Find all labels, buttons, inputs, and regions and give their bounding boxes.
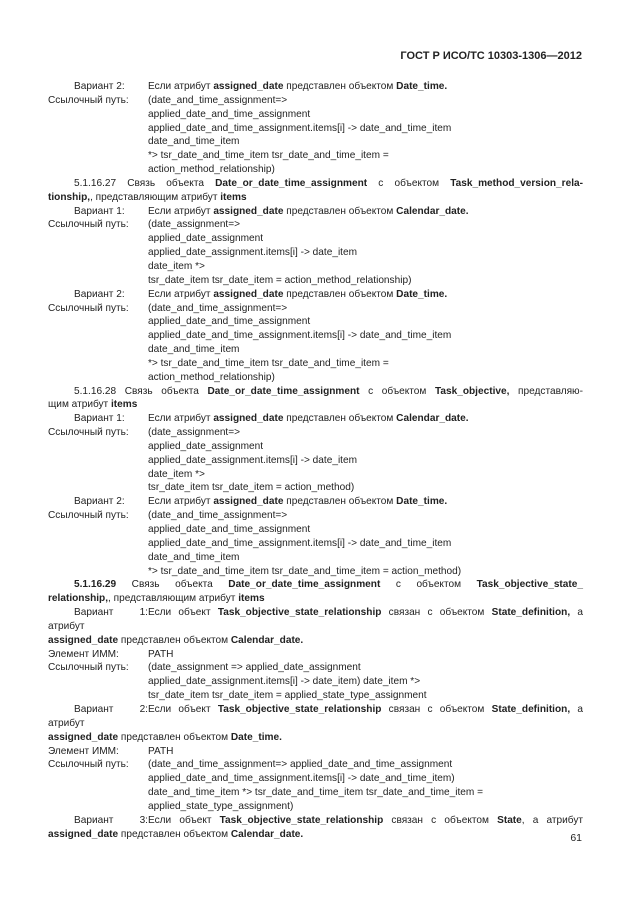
ref-path-label: Ссылочный путь: [48, 302, 129, 314]
variant-line: Вариант 2: Если атрибут assigned_date представлен объектом Date_time. [48, 495, 583, 509]
path-line: applied_date_assignment [148, 440, 264, 452]
variant-label: Вариант 1: [74, 205, 125, 217]
element-label: Элемент ИММ: [48, 745, 119, 757]
variant-label: Вариант 3: [74, 814, 148, 826]
ref-path-line: Ссылочный путь: (date_assignment=> [48, 219, 241, 231]
variant-label: Вариант 2: [74, 288, 125, 300]
path-line: applied_date_and_time_assignment.items[i] -> date_and_time_item) [148, 773, 455, 785]
section-heading: 5.1.16.28 Связь объекта Date_or_date_time_assignment с объектом Task_objective, представляю- [74, 385, 583, 397]
section-heading: 5.1.16.29 Связь объекта Date_or_date_time_assignment с объектом Task_objective_state_ [74, 579, 583, 591]
variant-line: Вариант 1: Если атрибут assigned_date представлен объектом Calendar_date. [48, 205, 583, 219]
variant-line: Вариант 2: Если атрибут assigned_date представлен объектом Date_time. [48, 288, 583, 302]
path-line: date_and_time_item [148, 551, 240, 563]
ref-path-label: Ссылочный путь: [48, 510, 129, 522]
path-line: applied_state_type_assignment) [148, 800, 294, 812]
path-line: applied_date_and_time_assignment.items[i] -> date_and_time_item [148, 330, 452, 342]
ref-path-line: Ссылочный путь: (date_assignment => applied_date_assignment [48, 662, 361, 674]
variant-line: Вариант 1: Если атрибут assigned_date представлен объектом Calendar_date. [48, 412, 583, 426]
variant-label: Вариант 1: [74, 413, 125, 425]
path-line: applied_date_and_time_assignment [148, 108, 311, 120]
path-line: date_and_time_item *> tsr_date_and_time_item tsr_date_and_time_item = [148, 787, 483, 799]
variant-label: Вариант 2: [74, 81, 125, 92]
element-line: Элемент ИММ: PATH [48, 648, 174, 660]
path-line: date_item *> [148, 468, 205, 480]
variant-label: Вариант 2: [74, 703, 148, 715]
document-body [48, 80, 583, 841]
path-line: applied_date_and_time_assignment.items[i] -> date_and_time_item [148, 122, 452, 134]
section-heading-cont: relationship,, представляющим атрибут items [48, 593, 265, 605]
element-label: Элемент ИММ: [48, 648, 119, 660]
variant-line: Вариант 1:Если объект Task_objective_state_relationship связан с объектом State_definition, а атрибут [48, 607, 583, 632]
page-header: ГОСТ Р ИСО/ТС 10303-1306—2012 [400, 50, 582, 62]
variant-label: Вариант 1: [74, 607, 148, 619]
path-line: applied_date_assignment.items[i] -> date_item [148, 247, 358, 259]
path-line: *> tsr_date_and_time_item tsr_date_and_time_item = [148, 150, 389, 162]
section-heading-cont: щим атрибут items [48, 399, 138, 411]
path-line: applied_date_assignment [148, 233, 264, 245]
ref-path-line: Ссылочный путь: (date_and_time_assignment=> [48, 510, 288, 522]
path-line: applied_date_assignment.items[i] -> date_item) date_item *> [148, 676, 421, 688]
path-line: date_and_time_item [148, 344, 240, 356]
variant-line: Вариант 2: Если атрибут assigned_date представлен объектом Date_time. [48, 80, 583, 94]
path-line: applied_date_assignment.items[i] -> date_item [148, 454, 358, 466]
path-line: action_method_relationship) [148, 371, 275, 383]
ref-path-label: Ссылочный путь: [48, 759, 129, 771]
variant-line-cont: assigned_date представлен объектом Date_time. [48, 731, 282, 743]
variant-line-cont: assigned_date представлен объектом Calendar_date. [48, 828, 304, 840]
path-line: *> tsr_date_and_time_item tsr_date_and_time_item = [148, 357, 389, 369]
section-heading: 5.1.16.27 Связь объекта Date_or_date_time_assignment с объектом Task_method_version_rela- [74, 177, 583, 189]
section-heading-cont: tionship,, представляющим атрибут items [48, 191, 247, 203]
path-line: applied_date_and_time_assignment [148, 316, 311, 328]
path-line: applied_date_and_time_assignment.items[i] -> date_and_time_item [148, 537, 452, 549]
ref-path-line: Ссылочный путь: (date_and_time_assignment=> [48, 302, 288, 314]
path-line: action_method_relationship) [148, 164, 275, 176]
ref-path-line: Ссылочный путь: (date_and_time_assignment=> [48, 94, 288, 106]
element-line: Элемент ИММ: PATH [48, 745, 174, 757]
ref-path-line: Ссылочный путь: (date_assignment=> [48, 427, 241, 439]
page-number: 61 [570, 832, 582, 844]
ref-path-label: Ссылочный путь: [48, 662, 129, 674]
ref-path-label: Ссылочный путь: [48, 427, 129, 439]
variant-line: Вариант 2:Если объект Task_objective_state_relationship связан с объектом State_definition, а атрибут [48, 703, 583, 729]
path-line: applied_date_and_time_assignment [148, 524, 311, 535]
ref-path-label: Ссылочный путь: [48, 94, 129, 106]
variant-label: Вариант 2: [74, 496, 125, 508]
ref-path-line: Ссылочный путь: (date_and_time_assignment=> applied_date_and_time_assignment [48, 759, 453, 771]
path-line: tsr_date_item tsr_date_item = action_method) [148, 482, 355, 494]
path-line: date_and_time_item [148, 136, 240, 148]
variant-line: Вариант 3:Если объект Task_objective_state_relationship связан с объектом State, а атрибут [48, 814, 583, 828]
ref-path-label: Ссылочный путь: [48, 219, 129, 231]
path-line: date_item *> [148, 260, 205, 272]
path-line: tsr_date_item tsr_date_item = applied_state_type_assignment [148, 690, 427, 702]
path-line: tsr_date_item tsr_date_item = action_method_relationship) [148, 274, 412, 286]
variant-line-cont: assigned_date представлен объектом Calendar_date. [48, 634, 304, 646]
path-line: *> tsr_date_and_time_item tsr_date_and_time_item = action_method) [148, 565, 462, 577]
